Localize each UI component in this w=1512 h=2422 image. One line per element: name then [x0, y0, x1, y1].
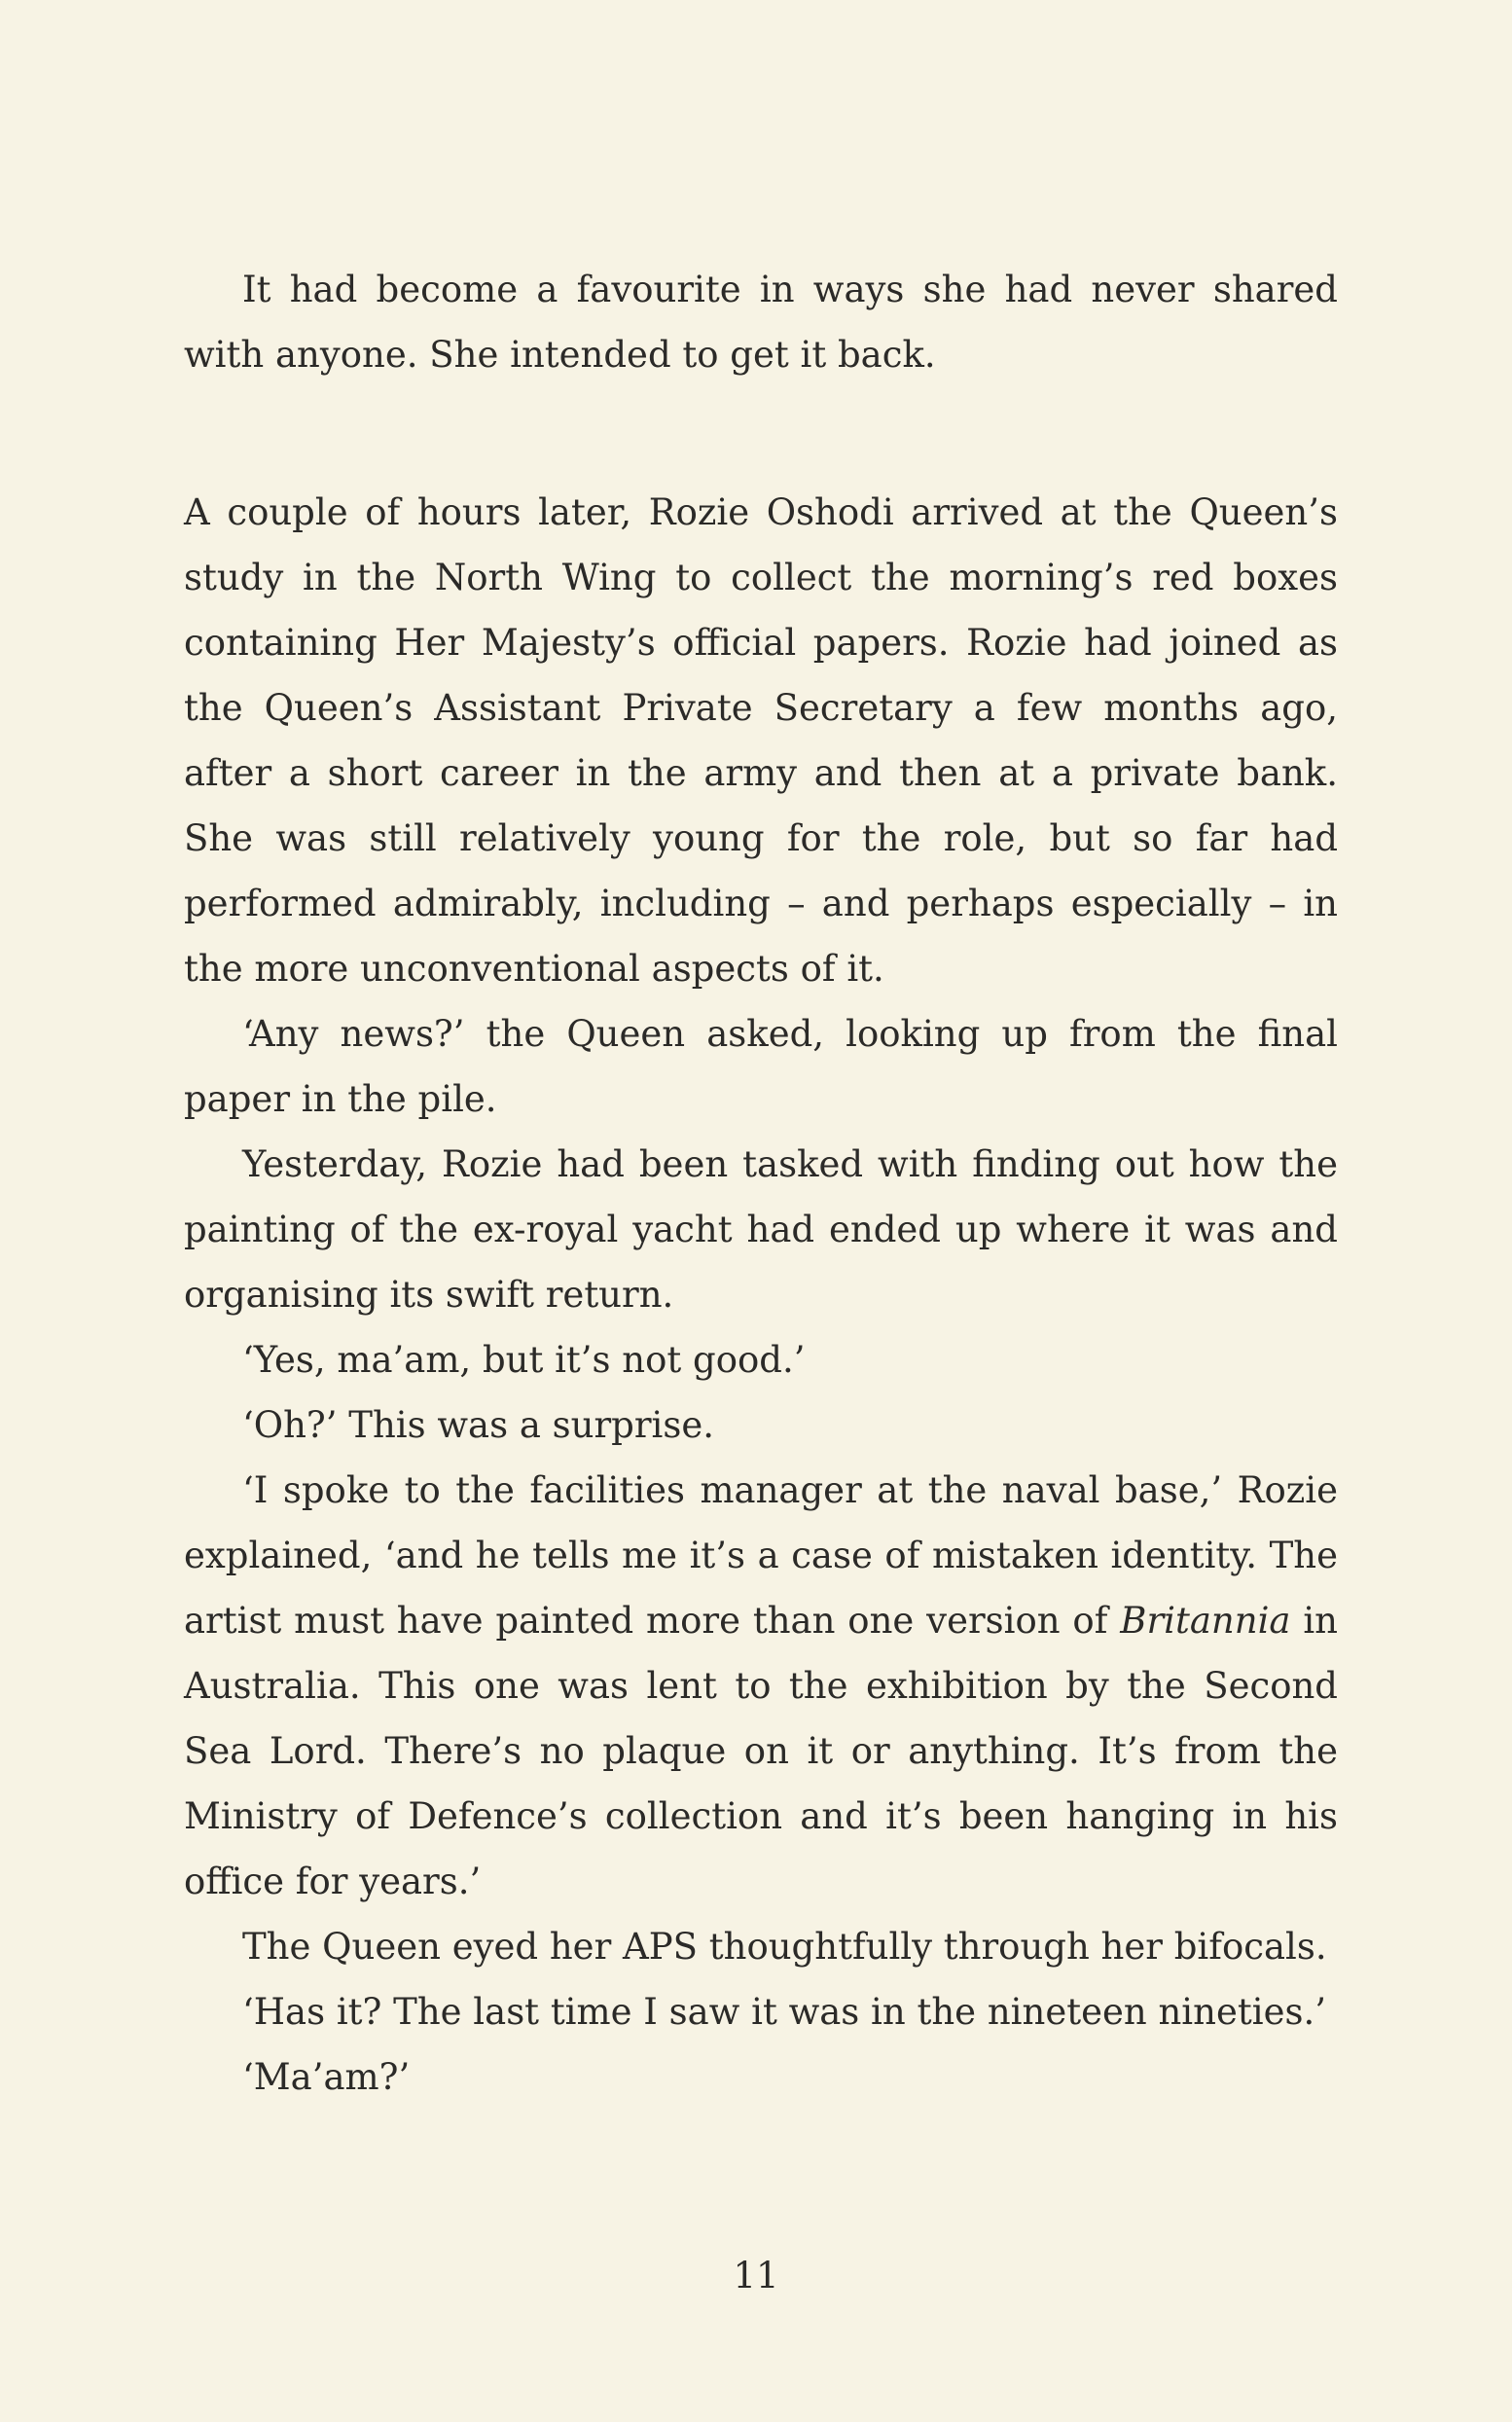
italic-ship-name: Britannia	[1120, 1600, 1291, 1642]
paragraph-text: ‘I spoke to the facilities manager at the naval base,’ Rozie explained, ‘and he tells me it’s a case of mistaken identity. The artist must have painted more than one version of	[184, 1469, 1338, 1642]
paragraph: ‘Has it? The last time I saw it was in the nineteen nineties.’	[242, 1991, 1326, 2033]
section-two	[184, 480, 1338, 2110]
paragraph: ‘Oh?’ This was a surprise.	[242, 1404, 715, 1446]
paragraph: ‘Ma’am?’	[242, 2056, 411, 2098]
paragraph: A couple of hours later, Rozie Oshodi arrived at the Queen’s study in the North Wing to collect the morning’s red boxes containing Her Majesty’s official papers. Rozie had joined as the Queen’s Assistant Private Secretary a few months ago, after a short career in the army and then at a private bank. She was still relatively young for the role, but so far had performed admirably, including – and perhaps especially – in the more unconventional aspects of it.	[184, 491, 1338, 990]
paragraph: The Queen eyed her APS thoughtfully through her bifocals.	[242, 1926, 1327, 1968]
paragraph-text: in Australia. This one was lent to the exhibition by the Second Sea Lord. There’s no plaque on it or anything. It’s from the Ministry of Defence’s collection and it’s been hanging in his office for years.’	[184, 1600, 1338, 1902]
paragraph: ‘Yes, ma’am, but it’s not good.’	[242, 1339, 806, 1381]
section-one	[184, 257, 1338, 387]
paragraph	[184, 1458, 1338, 1914]
page-number: 11	[733, 2255, 779, 2296]
paragraph: ‘Any news?’ the Queen asked, looking up from the final paper in the pile.	[184, 1013, 1338, 1120]
paragraph: It had become a favourite in ways she had never shared with anyone. She intended to get it back.	[184, 269, 1338, 376]
paragraph: Yesterday, Rozie had been tasked with finding out how the painting of the ex-royal yacht had ended up where it was and organising its swift return.	[184, 1143, 1338, 1316]
